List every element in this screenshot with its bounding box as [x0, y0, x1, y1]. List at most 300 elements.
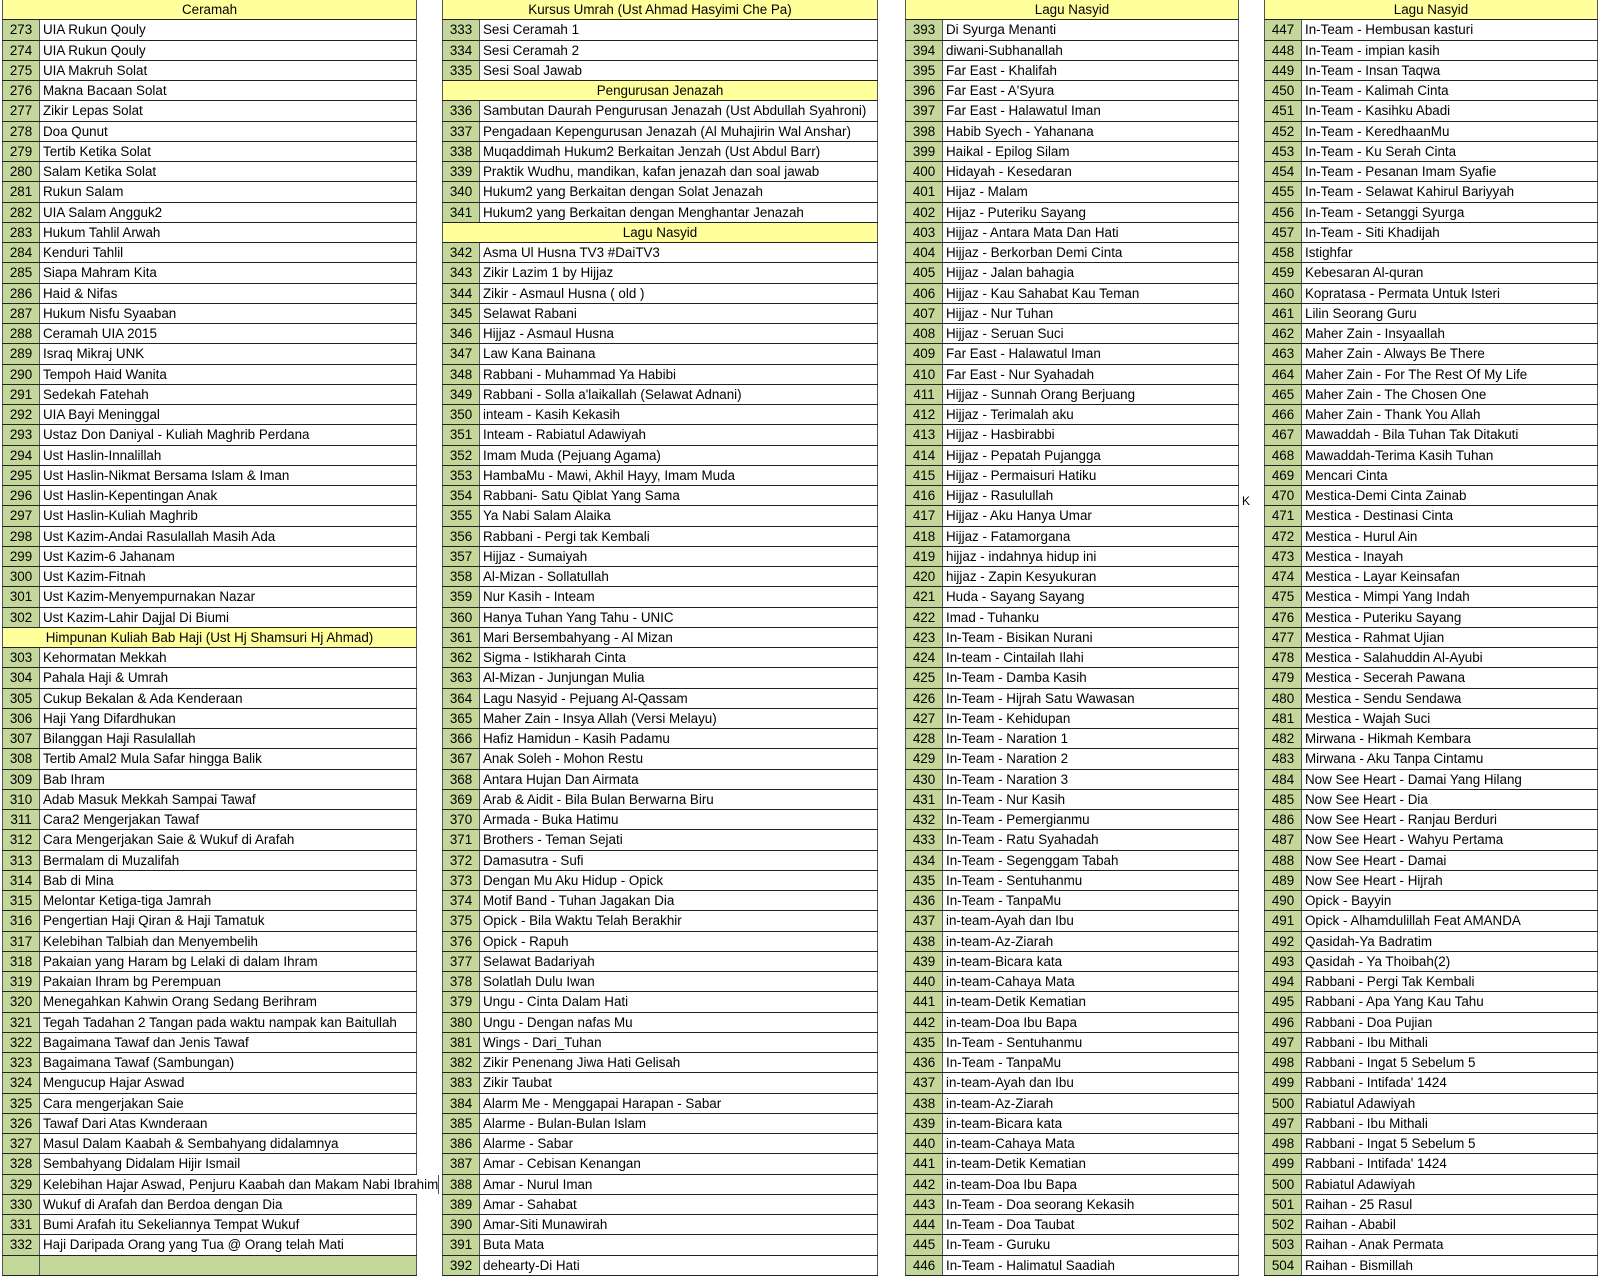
table-row[interactable] [2, 142, 417, 162]
table-row[interactable] [1264, 446, 1598, 466]
table-row[interactable] [905, 101, 1239, 121]
table-row[interactable] [905, 1053, 1239, 1073]
table-row[interactable] [2, 41, 417, 61]
row-title: in-team-Detik Kematian [943, 1154, 1239, 1173]
table-row[interactable] [1264, 932, 1598, 952]
table-row[interactable] [1264, 668, 1598, 688]
table-row[interactable] [1264, 405, 1598, 425]
table-row[interactable] [442, 1256, 878, 1276]
table-row[interactable] [2, 182, 417, 202]
table-row[interactable] [442, 1235, 878, 1255]
table-row[interactable] [442, 932, 878, 952]
table-row[interactable] [1264, 749, 1598, 769]
table-row[interactable] [905, 810, 1239, 830]
table-row[interactable] [1264, 162, 1598, 182]
table-row[interactable] [905, 486, 1239, 506]
table-row[interactable] [1264, 1215, 1598, 1235]
table-row[interactable] [905, 830, 1239, 850]
table-row[interactable] [442, 749, 878, 769]
table-row[interactable] [2, 932, 417, 952]
table-row[interactable] [905, 506, 1239, 526]
table-row[interactable] [442, 284, 878, 304]
row-number: 310 [2, 790, 40, 809]
table-row[interactable] [1264, 871, 1598, 891]
table-row[interactable] [2, 486, 417, 506]
table-row[interactable] [2, 891, 417, 911]
table-row[interactable] [1264, 1134, 1598, 1154]
row-title: Hijjaz - Antara Mata Dan Hati [943, 223, 1239, 242]
table-row[interactable] [2, 567, 417, 587]
table-row[interactable] [442, 243, 878, 263]
row-title: Far East - Nur Syahadah [943, 365, 1239, 384]
table-row[interactable] [2, 466, 417, 486]
row-title: Sigma - Istikharah Cinta [480, 648, 878, 667]
table-row[interactable] [2, 547, 417, 567]
table-row[interactable] [905, 790, 1239, 810]
table-row[interactable] [905, 405, 1239, 425]
table-row[interactable] [2, 446, 417, 466]
row-number: 472 [1264, 527, 1302, 546]
table-row[interactable] [905, 61, 1239, 81]
section-header[interactable] [442, 81, 878, 101]
table-row[interactable] [2, 668, 417, 688]
table-row[interactable] [2, 1013, 417, 1033]
table-row[interactable] [1264, 101, 1598, 121]
table-row[interactable] [1264, 851, 1598, 871]
table-row[interactable] [905, 770, 1239, 790]
table-row[interactable] [1264, 1073, 1598, 1093]
row-title: Rabbani - Muhammad Ya Habibi [480, 365, 878, 384]
table-row[interactable] [1264, 770, 1598, 790]
row-title: Hijjaz - Kau Sahabat Kau Teman [943, 284, 1239, 303]
table-row[interactable] [442, 446, 878, 466]
table-row[interactable] [1264, 1175, 1598, 1195]
row-number: 390 [442, 1215, 480, 1234]
table-row[interactable] [1264, 425, 1598, 445]
table-row[interactable] [442, 304, 878, 324]
table-row[interactable] [2, 122, 417, 142]
table-row[interactable] [905, 1154, 1239, 1174]
table-row[interactable] [1264, 1094, 1598, 1114]
table-row[interactable] [905, 911, 1239, 931]
table-row[interactable] [905, 1215, 1239, 1235]
row-title: Hafiz Hamidun - Kasih Padamu [480, 729, 878, 748]
table-row[interactable] [905, 41, 1239, 61]
table-row[interactable] [2, 203, 417, 223]
table-row[interactable] [2, 810, 417, 830]
row-number: 312 [2, 830, 40, 849]
table-row[interactable] [905, 425, 1239, 445]
table-row[interactable] [2, 749, 417, 769]
table-row[interactable] [442, 911, 878, 931]
table-row[interactable] [2, 1175, 439, 1195]
table-row[interactable] [905, 1134, 1239, 1154]
table-row[interactable] [1264, 304, 1598, 324]
table-row[interactable] [442, 567, 878, 587]
row-number: 410 [905, 365, 943, 384]
empty-row[interactable] [2, 1256, 417, 1276]
section-header[interactable] [442, 0, 878, 20]
row-number: 383 [442, 1073, 480, 1092]
table-row[interactable] [2, 648, 417, 668]
table-row[interactable] [2, 527, 417, 547]
table-row[interactable] [442, 770, 878, 790]
table-row[interactable] [442, 547, 878, 567]
table-row[interactable] [1264, 1195, 1598, 1215]
table-row[interactable] [442, 142, 878, 162]
table-row[interactable] [905, 648, 1239, 668]
table-row[interactable] [905, 122, 1239, 142]
row-title: Lilin Seorang Guru [1302, 304, 1598, 323]
row-title: Opick - Rapuh [480, 932, 878, 951]
table-row[interactable] [905, 365, 1239, 385]
table-row[interactable] [905, 1013, 1239, 1033]
table-row[interactable] [1264, 385, 1598, 405]
row-title: Law Kana Bainana [480, 344, 878, 363]
table-row[interactable] [442, 851, 878, 871]
table-row[interactable] [905, 992, 1239, 1012]
table-row[interactable] [442, 1175, 878, 1195]
table-row[interactable] [2, 1073, 417, 1093]
row-title: Now See Heart - Damai Yang Hilang [1302, 770, 1598, 789]
table-row[interactable] [2, 506, 417, 526]
table-row[interactable] [905, 527, 1239, 547]
table-row[interactable] [905, 932, 1239, 952]
table-row[interactable] [442, 648, 878, 668]
table-row[interactable] [905, 567, 1239, 587]
table-row[interactable] [442, 608, 878, 628]
table-row[interactable] [1264, 1053, 1598, 1073]
table-row[interactable] [905, 385, 1239, 405]
table-row[interactable] [1264, 891, 1598, 911]
table-row[interactable] [442, 952, 878, 972]
table-row[interactable] [442, 871, 878, 891]
table-row[interactable] [442, 20, 878, 40]
table-row[interactable] [442, 729, 878, 749]
row-title: Raihan - 25 Rasul [1302, 1195, 1598, 1214]
table-row[interactable] [905, 81, 1239, 101]
table-row[interactable] [1264, 203, 1598, 223]
table-row[interactable] [442, 1013, 878, 1033]
table-row[interactable] [1264, 506, 1598, 526]
row-title: Rabbani - Apa Yang Kau Tahu [1302, 992, 1598, 1011]
table-row[interactable] [2, 608, 417, 628]
table-row[interactable] [1264, 527, 1598, 547]
table-row[interactable] [442, 101, 878, 121]
table-row[interactable] [905, 1073, 1239, 1093]
table-row[interactable] [905, 729, 1239, 749]
row-title: hijjaz - indahnya hidup ini [943, 547, 1239, 566]
table-row[interactable] [905, 466, 1239, 486]
table-row[interactable] [2, 304, 417, 324]
table-row[interactable] [1264, 1033, 1598, 1053]
row-title: Hidayah - Kesedaran [943, 162, 1239, 181]
row-title: Selawat Badariyah [480, 952, 878, 971]
table-row[interactable] [1264, 729, 1598, 749]
table-row[interactable] [2, 790, 417, 810]
row-title: Alarme - Bulan-Bulan Islam [480, 1114, 878, 1133]
table-row[interactable] [1264, 466, 1598, 486]
table-row[interactable] [905, 243, 1239, 263]
table-row[interactable] [2, 1094, 417, 1114]
table-row[interactable] [1264, 81, 1598, 101]
row-title: Maher Zain - Insya Allah (Versi Melayu) [480, 709, 878, 728]
row-number: 374 [442, 891, 480, 910]
row-title: Asma Ul Husna TV3 #DaiTV3 [480, 243, 878, 262]
table-row[interactable] [905, 284, 1239, 304]
table-row[interactable] [905, 709, 1239, 729]
table-row[interactable] [905, 142, 1239, 162]
row-number: 335 [442, 61, 480, 80]
table-row[interactable] [1264, 790, 1598, 810]
table-row[interactable] [1264, 830, 1598, 850]
table-row[interactable] [442, 1134, 878, 1154]
table-row[interactable] [1264, 810, 1598, 830]
section-header[interactable] [905, 0, 1239, 20]
table-row[interactable] [2, 972, 417, 992]
section-header[interactable] [1264, 0, 1598, 20]
row-number: 447 [1264, 20, 1302, 39]
table-row[interactable] [442, 1033, 878, 1053]
table-row[interactable] [442, 972, 878, 992]
table-row[interactable] [2, 1215, 417, 1235]
table-row[interactable] [905, 1033, 1239, 1053]
table-row[interactable] [905, 1094, 1239, 1114]
table-row[interactable] [2, 385, 417, 405]
table-row[interactable] [1264, 689, 1598, 709]
table-row[interactable] [1264, 20, 1598, 40]
table-row[interactable] [2, 1033, 417, 1053]
table-row[interactable] [2, 61, 417, 81]
table-row[interactable] [905, 1256, 1239, 1276]
table-row[interactable] [1264, 344, 1598, 364]
table-row[interactable] [905, 203, 1239, 223]
table-row[interactable] [1264, 486, 1598, 506]
table-row[interactable] [1264, 547, 1598, 567]
table-row[interactable] [2, 1154, 417, 1174]
section-header[interactable] [2, 628, 417, 648]
table-row[interactable] [905, 324, 1239, 344]
table-row[interactable] [905, 1195, 1239, 1215]
table-row[interactable] [905, 689, 1239, 709]
table-row[interactable] [442, 830, 878, 850]
table-row[interactable] [442, 122, 878, 142]
table-row[interactable] [1264, 1114, 1598, 1134]
table-row[interactable] [905, 871, 1239, 891]
table-row[interactable] [442, 506, 878, 526]
table-row[interactable] [442, 891, 878, 911]
table-row[interactable] [2, 770, 417, 790]
table-row[interactable] [442, 365, 878, 385]
table-row[interactable] [442, 41, 878, 61]
table-row[interactable] [905, 972, 1239, 992]
table-row[interactable] [1264, 911, 1598, 931]
table-row[interactable] [442, 1154, 878, 1174]
table-row[interactable] [1264, 122, 1598, 142]
table-row[interactable] [1264, 608, 1598, 628]
table-row[interactable] [905, 223, 1239, 243]
table-row[interactable] [1264, 567, 1598, 587]
table-row[interactable] [2, 1195, 417, 1215]
row-number: 429 [905, 749, 943, 768]
table-row[interactable] [442, 587, 878, 607]
table-row[interactable] [1264, 952, 1598, 972]
table-row[interactable] [905, 304, 1239, 324]
table-row[interactable] [442, 182, 878, 202]
row-title: Ungu - Dengan nafas Mu [480, 1013, 878, 1032]
table-row[interactable] [905, 851, 1239, 871]
table-row[interactable] [442, 61, 878, 81]
table-row[interactable] [2, 223, 417, 243]
table-row[interactable] [2, 729, 417, 749]
table-row[interactable] [442, 668, 878, 688]
table-row[interactable] [905, 263, 1239, 283]
table-row[interactable] [905, 344, 1239, 364]
table-row[interactable] [2, 81, 417, 101]
table-row[interactable] [2, 101, 417, 121]
table-row[interactable] [442, 324, 878, 344]
row-title: inteam - Kasih Kekasih [480, 405, 878, 424]
row-number: 479 [1264, 668, 1302, 687]
row-title: In-Team - Pesanan Imam Syafie [1302, 162, 1598, 181]
table-row[interactable] [1264, 365, 1598, 385]
table-row[interactable] [1264, 1256, 1598, 1276]
table-row[interactable] [442, 405, 878, 425]
row-number: 355 [442, 506, 480, 525]
table-row[interactable] [2, 243, 417, 263]
table-row[interactable] [1264, 61, 1598, 81]
table-row[interactable] [442, 1215, 878, 1235]
row-number: 388 [442, 1175, 480, 1194]
table-row[interactable] [905, 891, 1239, 911]
table-row[interactable] [442, 527, 878, 547]
table-row[interactable] [2, 871, 417, 891]
table-row[interactable] [1264, 223, 1598, 243]
row-number: 286 [2, 284, 40, 303]
table-row[interactable] [905, 547, 1239, 567]
table-row[interactable] [2, 1053, 417, 1073]
row-number: 483 [1264, 749, 1302, 768]
table-row[interactable] [905, 182, 1239, 202]
table-row[interactable] [1264, 709, 1598, 729]
row-title: Maher Zain - Always Be There [1302, 344, 1598, 363]
table-row[interactable] [442, 162, 878, 182]
table-row[interactable] [1264, 972, 1598, 992]
table-row[interactable] [2, 911, 417, 931]
table-row[interactable] [1264, 142, 1598, 162]
row-title: Ust Kazim-Lahir Dajjal Di Biumi [40, 608, 417, 627]
row-title: Bagaimana Tawaf dan Jenis Tawaf [40, 1033, 417, 1052]
table-row[interactable] [1264, 1154, 1598, 1174]
table-row[interactable] [905, 162, 1239, 182]
table-row[interactable] [905, 446, 1239, 466]
table-row[interactable] [905, 20, 1239, 40]
table-row[interactable] [1264, 263, 1598, 283]
table-row[interactable] [2, 365, 417, 385]
table-row[interactable] [1264, 992, 1598, 1012]
table-row[interactable] [442, 689, 878, 709]
table-row[interactable] [905, 628, 1239, 648]
table-row[interactable] [2, 263, 417, 283]
table-row[interactable] [905, 952, 1239, 972]
table-row[interactable] [442, 709, 878, 729]
row-number: 455 [1264, 182, 1302, 201]
table-row[interactable] [905, 1114, 1239, 1134]
table-row[interactable] [1264, 41, 1598, 61]
table-row[interactable] [442, 1114, 878, 1134]
table-row[interactable] [442, 425, 878, 445]
table-row[interactable] [442, 203, 878, 223]
row-title: Rabiatul Adawiyah [1302, 1094, 1598, 1113]
table-row[interactable] [2, 162, 417, 182]
table-row[interactable] [1264, 587, 1598, 607]
table-row[interactable] [905, 749, 1239, 769]
table-row[interactable] [2, 344, 417, 364]
section-header[interactable] [442, 223, 878, 243]
row-title: Hijaz - Malam [943, 182, 1239, 201]
table-row[interactable] [1264, 284, 1598, 304]
table-row[interactable] [442, 810, 878, 830]
table-row[interactable] [905, 668, 1239, 688]
table-row[interactable] [905, 1175, 1239, 1195]
table-row[interactable] [442, 1053, 878, 1073]
table-row[interactable] [442, 1195, 878, 1215]
table-row[interactable] [2, 20, 417, 40]
table-row[interactable] [2, 851, 417, 871]
table-row[interactable] [2, 324, 417, 344]
table-row[interactable] [442, 263, 878, 283]
table-row[interactable] [442, 790, 878, 810]
table-row[interactable] [2, 405, 417, 425]
table-row[interactable] [1264, 1235, 1598, 1255]
table-row[interactable] [442, 628, 878, 648]
row-title: in-team-Doa Ibu Bapa [943, 1175, 1239, 1194]
row-title: Tertib Ketika Solat [40, 142, 417, 161]
table-row[interactable] [2, 709, 417, 729]
table-row[interactable] [442, 466, 878, 486]
row-title: In-Team - Setanggi Syurga [1302, 203, 1598, 222]
table-row[interactable] [1264, 243, 1598, 263]
table-row[interactable] [2, 1134, 417, 1154]
table-row[interactable] [2, 425, 417, 445]
table-row[interactable] [1264, 1013, 1598, 1033]
table-row[interactable] [1264, 628, 1598, 648]
table-row[interactable] [442, 992, 878, 1012]
table-row[interactable] [2, 952, 417, 972]
table-row[interactable] [442, 1073, 878, 1093]
table-row[interactable] [2, 1235, 417, 1255]
table-row[interactable] [2, 284, 417, 304]
table-row[interactable] [905, 608, 1239, 628]
table-row[interactable] [2, 1114, 417, 1134]
table-row[interactable] [442, 385, 878, 405]
row-number: 359 [442, 587, 480, 606]
table-row[interactable] [442, 344, 878, 364]
table-row[interactable] [1264, 182, 1598, 202]
table-row[interactable] [1264, 324, 1598, 344]
table-row[interactable] [1264, 648, 1598, 668]
section-header[interactable] [2, 0, 417, 20]
table-row[interactable] [905, 587, 1239, 607]
table-row[interactable] [442, 1094, 878, 1114]
table-row[interactable] [2, 689, 417, 709]
table-row[interactable] [2, 992, 417, 1012]
table-row[interactable] [442, 486, 878, 506]
table-row[interactable] [2, 587, 417, 607]
table-row[interactable] [905, 1235, 1239, 1255]
table-row[interactable] [2, 830, 417, 850]
row-number: 434 [905, 851, 943, 870]
